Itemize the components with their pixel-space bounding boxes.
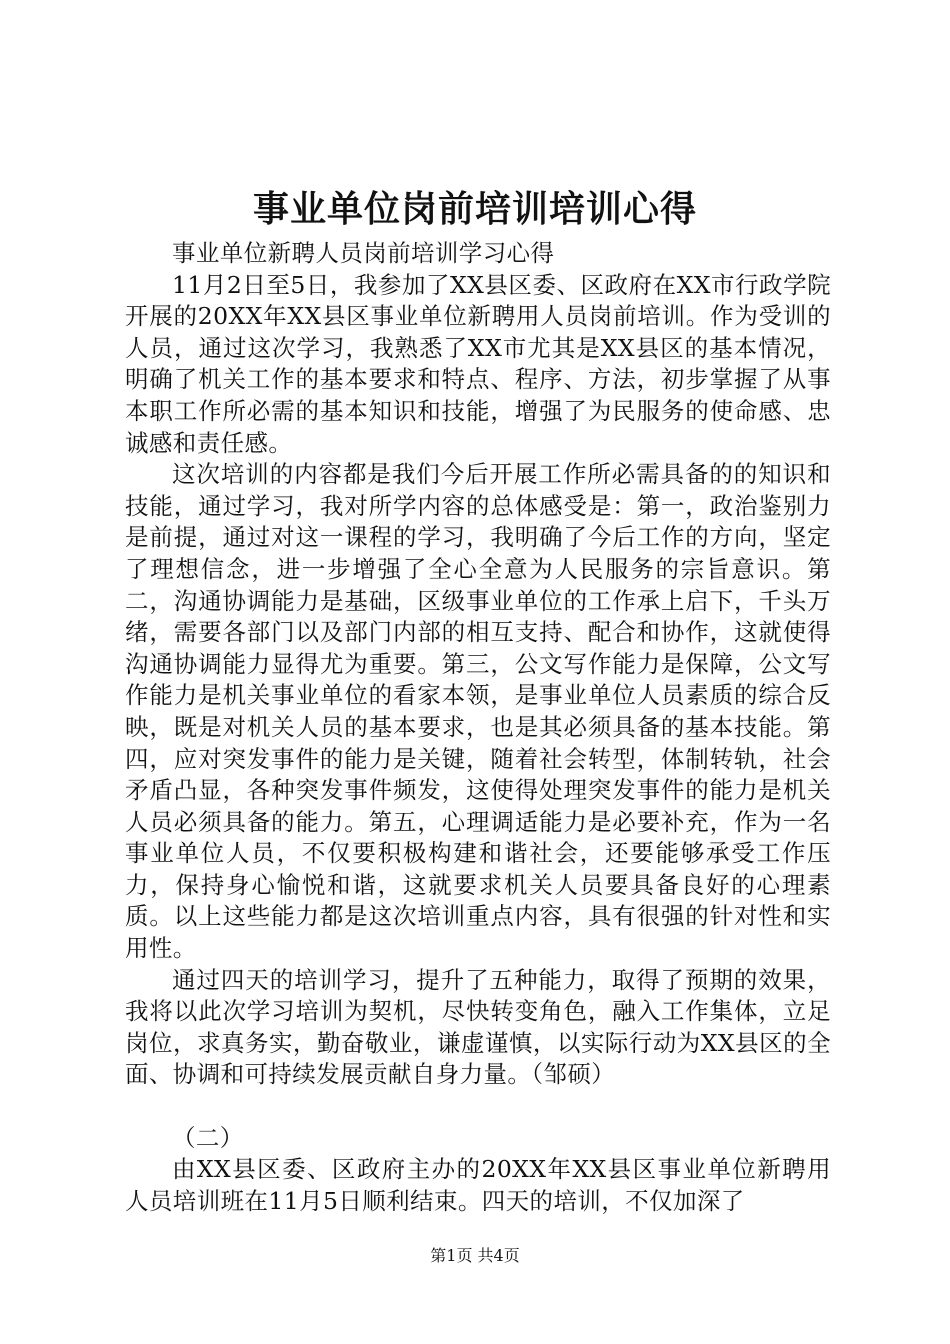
subtitle-paragraph: 事业单位新聘人员岗前培训学习心得 bbox=[172, 239, 555, 267]
document-body bbox=[125, 238, 831, 1217]
document-title: 事业单位岗前培训培训心得 bbox=[252, 188, 697, 230]
page-footer: 第1页 共4页 bbox=[430, 1246, 520, 1265]
body-paragraph-2: 这次培训的内容都是我们今后开展工作所必需具备的的知识和技能，通过学习，我对所学内容的总体感受是：第一，政治鉴别力是前提，通过对这一课程的学习，我明确了今后工作的方向，坚定了理想信念，进一步增强了全心全意为人民服务的宗旨意识。第二，沟通协调能力是基础，区级事业单位的工作承上启下，千头万绪，需要各部门以及部门内部的相互支持、配合和协作，这就使得沟通协调能力显得尤为重要。第三，公文写作能力是保障，公文写作能力是机关事业单位的看家本领，是事业单位人员素质的综合反映，既是对机关人员的基本要求，也是其必须具备的基本技能。第四，应对突发事件的能力是关键，随着社会转型，体制转轨，社会矛盾凸显，各种突发事件频发，这使得处理突发事件的能力是机关人员必须具备的能力。第五，心理调适能力是必要补充，作为一名事业单位人员，不仅要积极构建和谐社会，还要能够承受工作压力，保持身心愉悦和谐，这就要求机关人员要具备良好的心理素质。以上这些能力都是这次培训重点内容，具有很强的针对性和实用性。 bbox=[125, 460, 831, 963]
body-paragraph-4: 由XX县区委、区政府主办的20XX年XX县区事业单位新聘用人员培训班在11月5日顺利结束。四天的培训，不仅加深了 bbox=[125, 1155, 831, 1215]
body-paragraph-3: 通过四天的培训学习，提升了五种能力，取得了预期的效果，我将以此次学习培训为契机，尽快转变角色，融入工作集体，立足岗位，求真务实，勤奋敬业，谦虚谨慎，以实际行动为XX县区的全面、协调和可持续发展贡献自身力量。（邹硕） bbox=[125, 965, 831, 1089]
section-heading: （二） bbox=[172, 1123, 244, 1152]
body-paragraph-1: 11月2日至5日，我参加了XX县区委、区政府在XX市行政学院开展的20XX年XX县区事业单位新聘用人员岗前培训。作为受训的人员，通过这次学习，我熟悉了XX市尤其是XX县区的基本情况，明确了机关工作的基本要求和特点、程序、方法，初步掌握了从事本职工作所必需的基本知识和技能，增强了为民服务的使命感、忠诚感和责任感。 bbox=[125, 270, 831, 457]
